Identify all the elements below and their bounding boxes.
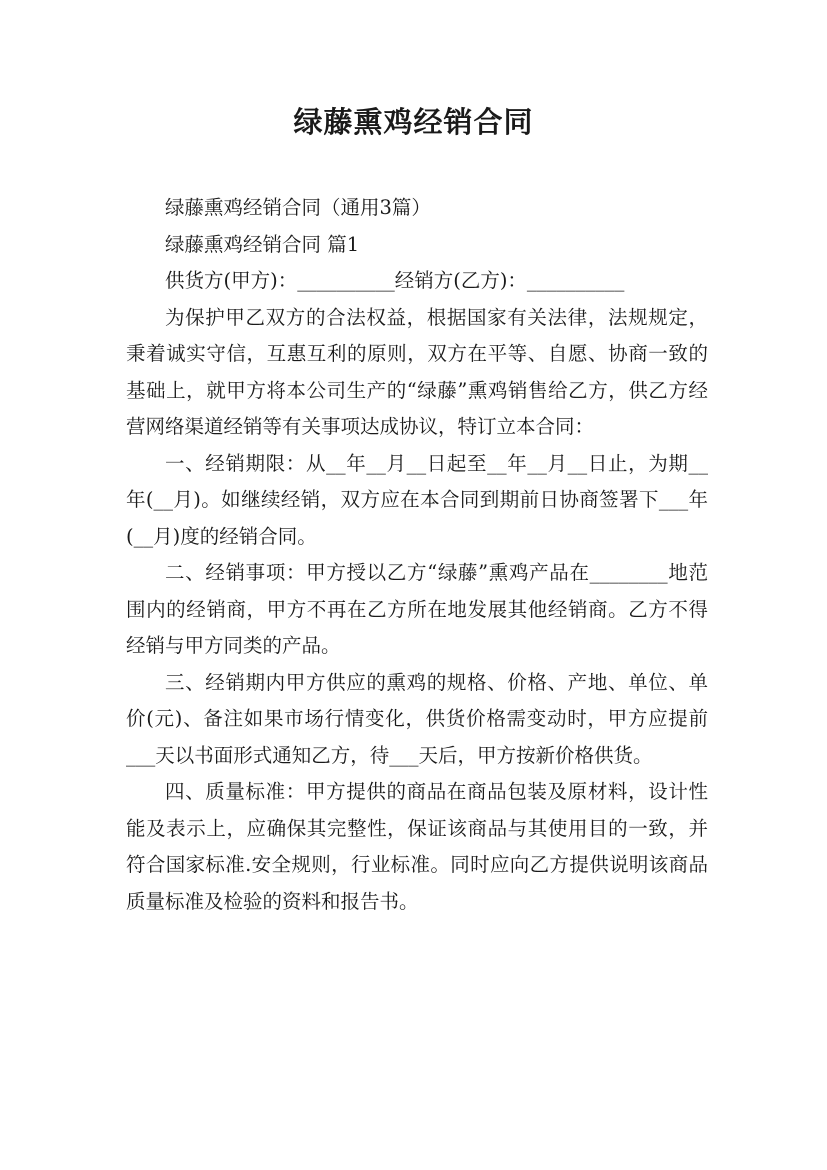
paragraph-preamble: 为保护甲乙双方的合法权益，根据国家有关法律，法规规定，秉着诚实守信，互惠互利的原则，双方在平等、自愿、协商一致的基础上，就甲方将本公司生产的“绿藤”熏鸡销售给乙方，供乙方经营网络渠道经销等有关事项达成协议，特订立本合同： bbox=[126, 305, 708, 438]
paragraph-clause-2: 二、经销事项：甲方授以乙方“绿藤”熏鸡产品在________地范围内的经销商，甲方不再在乙方所在地发展其他经销商。乙方不得经销与甲方同类的产品。 bbox=[126, 561, 708, 657]
document-title: 绿藤熏鸡经销合同 bbox=[293, 105, 534, 139]
paragraph-clause-4: 四、质量标准：甲方提供的商品在商品包装及原材料，设计性能及表示上，应确保其完整性，保证该商品与其使用目的一致，并符合国家标准.安全规则，行业标准。同时应向乙方提供说明该商品质量标准及检验的资料和报告书。 bbox=[126, 780, 708, 913]
paragraph-parties: 供货方(甲方)：__________经销方(乙方)：__________ bbox=[165, 269, 625, 292]
paragraph-clause-1: 一、经销期限：从__年__月__日起至__年__月__日止，为期__年(__月)。如继续经销，双方应在本合同到期前日协商签署下___年(__月)度的经销合同。 bbox=[126, 451, 708, 548]
paragraph-section-heading: 绿藤熏鸡经销合同 篇1 bbox=[165, 232, 360, 256]
paragraph-clause-3: 三、经销期内甲方供应的熏鸡的规格、价格、产地、单位、单价(元)、备注如果市场行情变化，供货价格需变动时，甲方应提前___天以书面形式通知乙方，待___天后，甲方按新价格供货。 bbox=[126, 670, 708, 767]
paragraph-subtitle: 绿藤熏鸡经销合同（通用3篇） bbox=[165, 196, 431, 219]
document-body bbox=[126, 190, 708, 920]
